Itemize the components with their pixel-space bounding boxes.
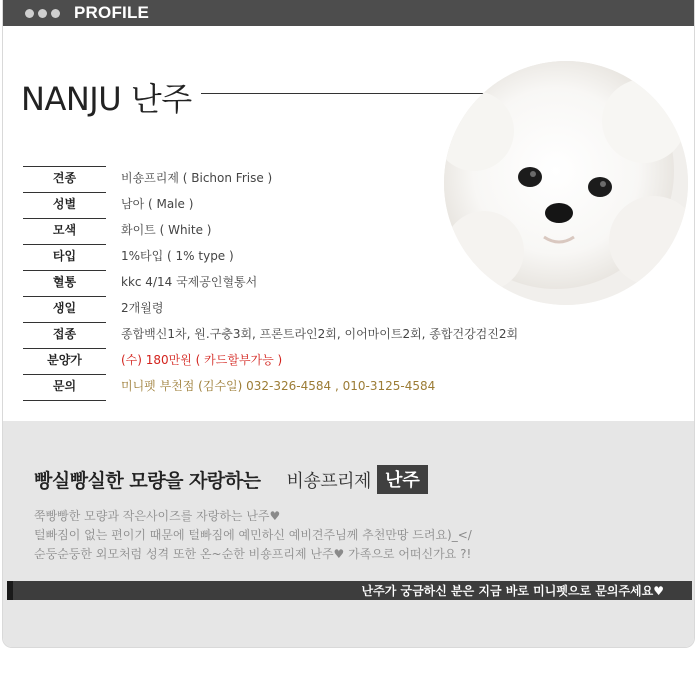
promo-breed: 비숑프리제 [286,470,371,492]
name-divider [201,93,501,94]
spec-label: 타입 [23,244,106,267]
inquiry-banner [7,581,692,600]
spec-label: 혈통 [23,270,106,293]
spec-value: kkc 4/14 국제공인혈통서 [121,275,258,289]
spec-row [23,270,583,296]
spec-table [23,166,583,400]
spec-row [23,374,583,400]
spec-row [23,218,583,244]
spec-row [23,192,583,218]
header-bar [3,0,695,26]
spec-value: 1%타입 ( 1% type ) [121,249,234,263]
promo-panel [3,421,695,648]
dog-name: NANJU 난주 [21,80,192,118]
spec-label: 접종 [23,322,106,345]
spec-row [23,244,583,270]
spec-label: 생일 [23,296,106,319]
spec-value: 미니펫 부천점 (김수일) 032-326-4584 , 010-3125-4584 [121,379,436,393]
promo-line: 쭉빵빵한 모량과 작은사이즈를 자랑하는 난주♥ [34,509,281,523]
spec-table-bottom-rule [23,400,106,401]
spec-row [23,296,583,322]
profile-card [2,0,695,648]
spec-value: 화이트 ( White ) [121,223,212,237]
promo-headline-text: 빵실빵실한 모량을 자랑하는 [34,470,261,492]
dot-icon [51,9,60,18]
spec-label: 문의 [23,374,106,397]
spec-label: 분양가 [23,348,106,371]
spec-row [23,166,583,192]
spec-value: 종합백신1차, 원.구충3회, 프론트라인2회, 이어마이트2회, 종합건강검진2회 [121,327,519,341]
promo-line: 털빠짐이 없는 편이기 때문에 털빠짐에 예민하신 예비견주님께 추천만땅 드려요)_</ [34,528,472,542]
spec-label: 성별 [23,192,106,215]
spec-row [23,348,583,374]
header-title: PROFILE [74,3,150,22]
spec-row [23,322,583,348]
window-dots [25,9,60,18]
promo-headline [34,465,428,494]
inquiry-banner-text: 난주가 궁금하신 분은 지금 바로 미니펫으로 문의주세요♥ [361,584,664,598]
promo-name-tag: 난주 [377,465,428,494]
spec-value: 2개월령 [121,301,164,315]
dot-icon [38,9,47,18]
spec-label: 견종 [23,166,106,189]
dot-icon [25,9,34,18]
spec-value: 비숑프리제 ( Bichon Frise ) [121,171,273,185]
spec-value: 남아 ( Male ) [121,197,194,211]
spec-value: (수) 180만원 ( 카드할부가능 ) [121,353,283,367]
spec-label: 모색 [23,218,106,241]
promo-line: 순둥순둥한 외모처럼 성격 또한 온~순한 비숑프리제 난주♥ 가족으로 어떠신가요 ?! [34,547,472,561]
promo-description [34,507,472,564]
